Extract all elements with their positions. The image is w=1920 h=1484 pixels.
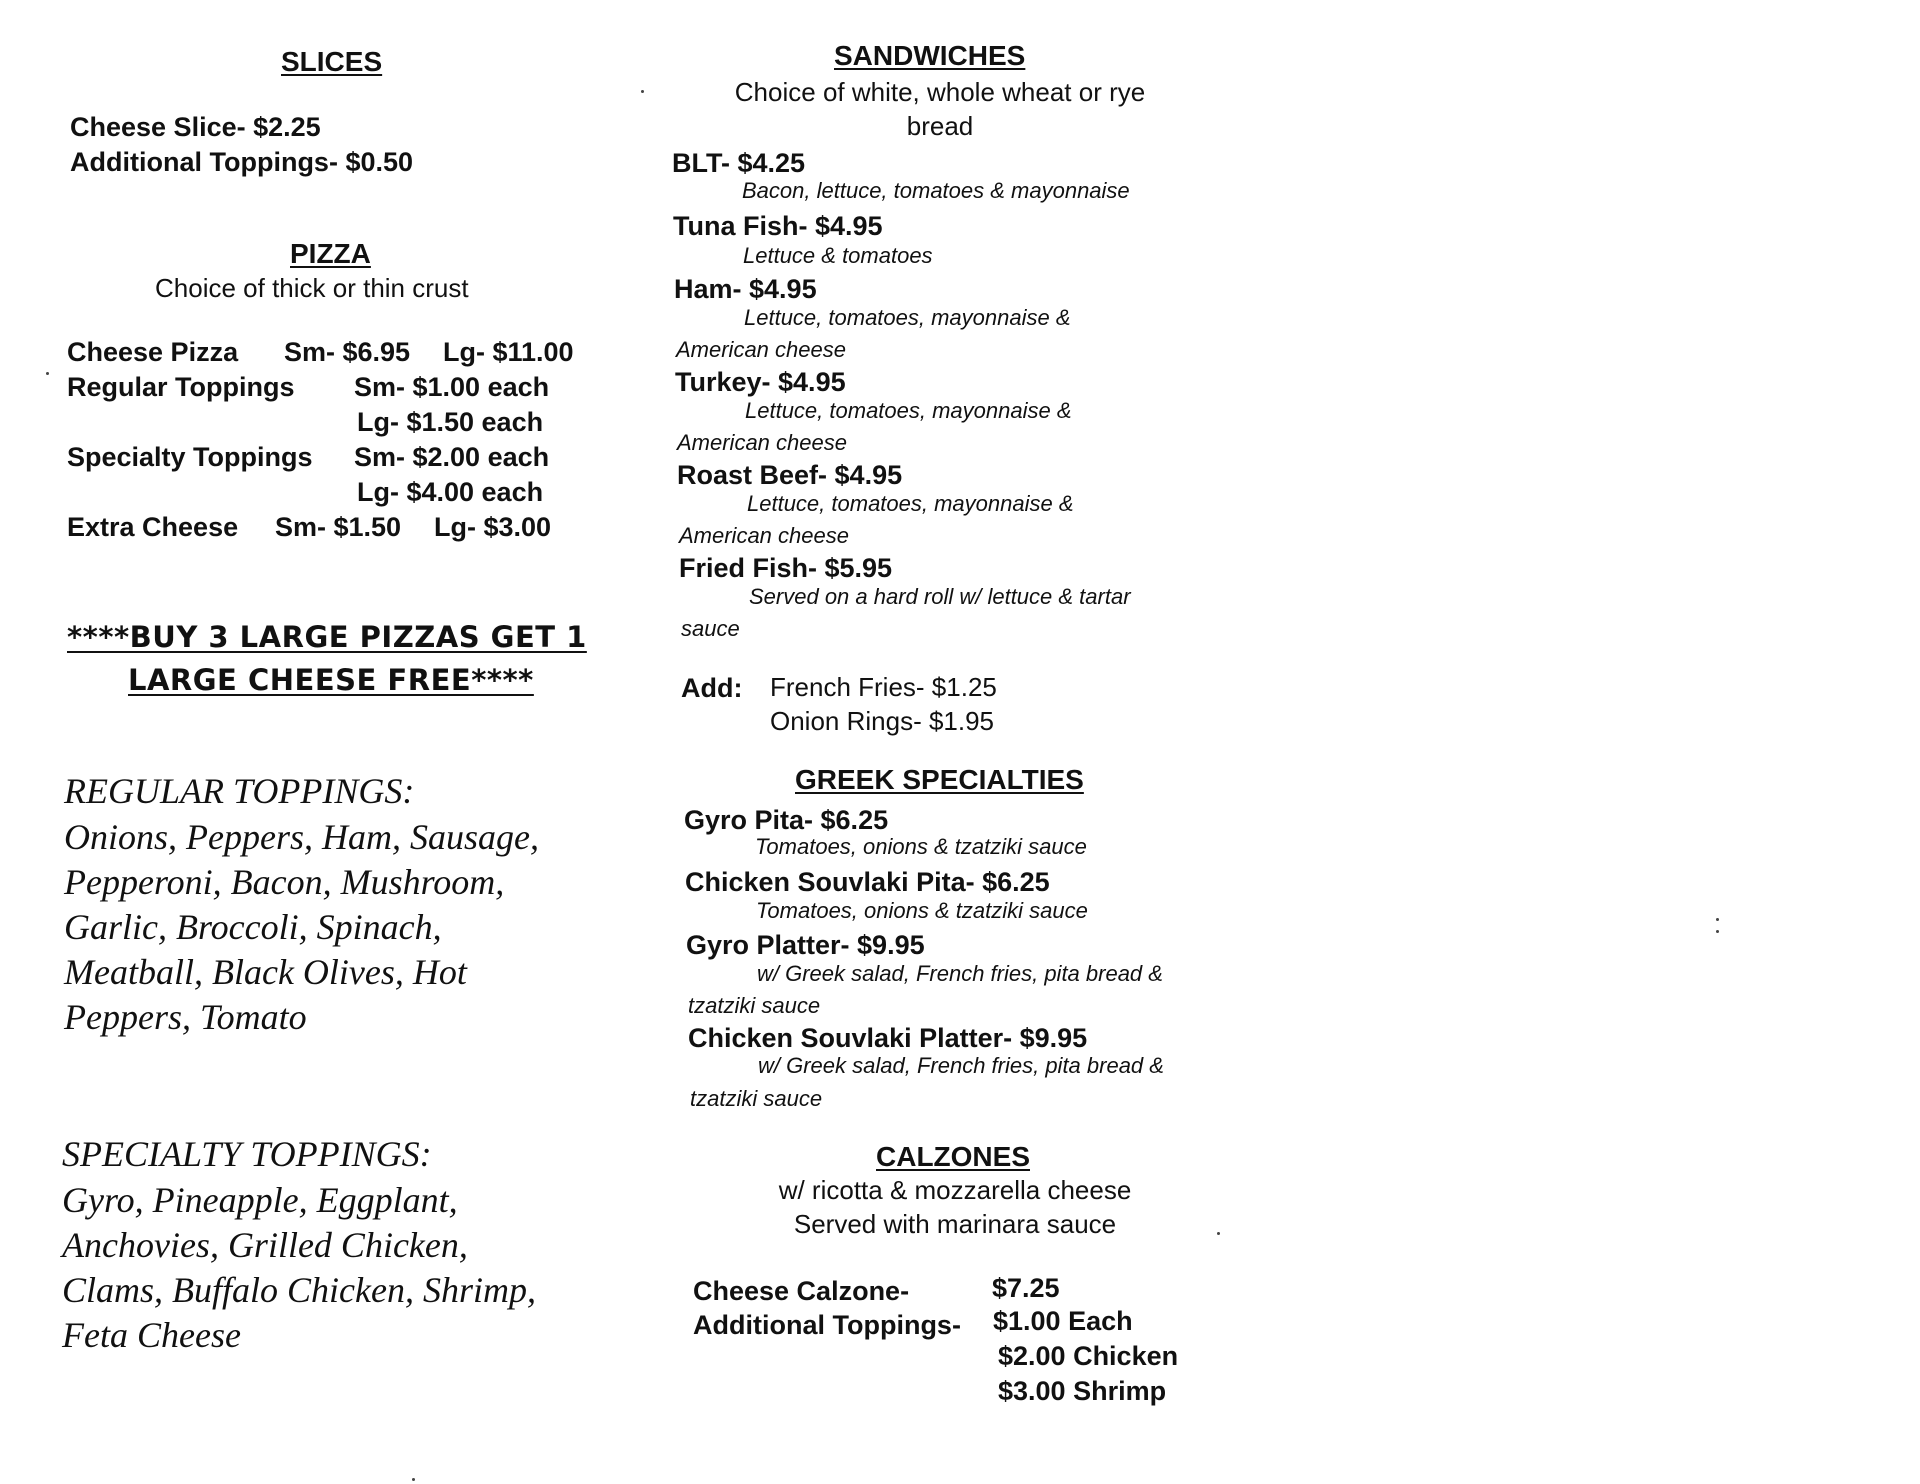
promo-line-2: LARGE CHEESE FREE**** bbox=[128, 663, 534, 697]
calzone-topping-price: $3.00 Shrimp bbox=[998, 1376, 1167, 1406]
greek-item-desc-cont: tzatziki sauce bbox=[688, 993, 821, 1018]
extra-cheese-label: Extra Cheese bbox=[67, 512, 239, 542]
scan-speck bbox=[641, 90, 644, 93]
scan-speck bbox=[412, 1478, 415, 1481]
greek-heading: GREEK SPECIALTIES bbox=[795, 764, 1084, 795]
greek-item-desc: Tomatoes, onions & tzatziki sauce bbox=[755, 834, 1087, 859]
greek-item-desc: Tomatoes, onions & tzatziki sauce bbox=[756, 898, 1088, 923]
cheese-pizza-label: Cheese Pizza bbox=[67, 337, 239, 367]
regular-topping-line: Meatball, Black Olives, Hot bbox=[64, 952, 467, 992]
extra-cheese-sm: Sm- $1.50 bbox=[275, 512, 402, 542]
scan-speck bbox=[1716, 918, 1719, 921]
add-label: Add: bbox=[681, 673, 743, 703]
greek-item-desc: w/ Greek salad, French fries, pita bread & bbox=[757, 961, 1163, 986]
slices-heading: SLICES bbox=[281, 46, 383, 77]
sandwich-item-name: Roast Beef- $4.95 bbox=[677, 460, 903, 490]
sandwiches-heading: SANDWICHES bbox=[834, 40, 1026, 71]
regular-toppings-label: Regular Toppings bbox=[67, 372, 295, 402]
sandwich-item-name: Tuna Fish- $4.95 bbox=[673, 211, 883, 241]
calzone-topping-price: $1.00 Each bbox=[993, 1306, 1133, 1336]
cheese-pizza-sm: Sm- $6.95 bbox=[284, 337, 411, 367]
greek-item-desc-cont: tzatziki sauce bbox=[690, 1086, 823, 1111]
specialty-toppings-label: Specialty Toppings bbox=[67, 442, 313, 472]
add-item: Onion Rings- $1.95 bbox=[770, 706, 995, 736]
cheese-pizza-lg: Lg- $11.00 bbox=[443, 337, 574, 367]
pizza-heading: PIZZA bbox=[290, 238, 371, 269]
specialty-topping-line: Clams, Buffalo Chicken, Shrimp, bbox=[62, 1270, 536, 1310]
specialty-toppings-lg: Lg- $4.00 each bbox=[357, 477, 544, 507]
scan-speck bbox=[1716, 930, 1719, 933]
sandwich-item-name: Fried Fish- $5.95 bbox=[679, 553, 893, 583]
regular-toppings-title: REGULAR TOPPINGS: bbox=[64, 771, 415, 811]
calzones-subtitle-1: w/ ricotta & mozzarella cheese bbox=[778, 1175, 1132, 1205]
sandwich-item-desc-cont: American cheese bbox=[679, 523, 849, 548]
greek-item-name: Gyro Pita- $6.25 bbox=[684, 805, 889, 835]
greek-item-name: Chicken Souvlaki Pita- $6.25 bbox=[685, 867, 1050, 897]
regular-toppings-sm: Sm- $1.00 each bbox=[354, 372, 550, 402]
greek-item-name: Chicken Souvlaki Platter- $9.95 bbox=[688, 1023, 1088, 1053]
sandwich-item-name: Turkey- $4.95 bbox=[675, 367, 846, 397]
specialty-toppings-title: SPECIALTY TOPPINGS: bbox=[62, 1134, 432, 1174]
specialty-topping-line: Feta Cheese bbox=[62, 1315, 241, 1355]
sandwiches-subtitle-1: Choice of white, whole wheat or rye bbox=[734, 77, 1146, 107]
sandwich-item-desc: Lettuce & tomatoes bbox=[743, 243, 933, 268]
sandwich-item-desc: Lettuce, tomatoes, mayonnaise & bbox=[744, 305, 1071, 330]
scan-speck bbox=[46, 372, 49, 375]
pizza-subtitle: Choice of thick or thin crust bbox=[155, 273, 469, 303]
cheese-calzone-label: Cheese Calzone- bbox=[693, 1276, 910, 1306]
calzone-toppings-label: Additional Toppings- bbox=[693, 1310, 961, 1340]
regular-topping-line: Peppers, Tomato bbox=[64, 997, 307, 1037]
greek-item-name: Gyro Platter- $9.95 bbox=[686, 930, 925, 960]
sandwich-item-desc: Served on a hard roll w/ lettuce & tartar bbox=[749, 584, 1131, 609]
greek-item-desc: w/ Greek salad, French fries, pita bread & bbox=[758, 1053, 1164, 1078]
add-item: French Fries- $1.25 bbox=[770, 672, 997, 702]
sandwich-item-desc-cont: sauce bbox=[681, 616, 740, 641]
cheese-slice-price: Cheese Slice- $2.25 bbox=[70, 112, 321, 142]
calzones-subtitle-2: Served with marinara sauce bbox=[793, 1209, 1117, 1239]
sandwich-item-desc-cont: American cheese bbox=[677, 430, 847, 455]
sandwich-item-desc: Bacon, lettuce, tomatoes & mayonnaise bbox=[742, 178, 1130, 203]
sandwich-item-desc: Lettuce, tomatoes, mayonnaise & bbox=[745, 398, 1072, 423]
promo-line-1: ****BUY 3 LARGE PIZZAS GET 1 bbox=[67, 620, 587, 654]
calzone-topping-price: $2.00 Chicken bbox=[998, 1341, 1179, 1371]
sandwich-item-desc: Lettuce, tomatoes, mayonnaise & bbox=[747, 491, 1074, 516]
regular-topping-line: Pepperoni, Bacon, Mushroom, bbox=[64, 862, 505, 902]
extra-cheese-lg: Lg- $3.00 bbox=[434, 512, 552, 542]
specialty-topping-line: Gyro, Pineapple, Eggplant, bbox=[62, 1180, 458, 1220]
regular-toppings-lg: Lg- $1.50 each bbox=[357, 407, 544, 437]
sandwiches-subtitle-2: bread bbox=[906, 111, 974, 141]
regular-topping-line: Onions, Peppers, Ham, Sausage, bbox=[64, 817, 539, 857]
regular-topping-line: Garlic, Broccoli, Spinach, bbox=[64, 907, 442, 947]
specialty-topping-line: Anchovies, Grilled Chicken, bbox=[62, 1225, 468, 1265]
sandwich-item-desc-cont: American cheese bbox=[676, 337, 846, 362]
calzones-heading: CALZONES bbox=[876, 1141, 1030, 1172]
slice-toppings-price: Additional Toppings- $0.50 bbox=[70, 147, 414, 177]
cheese-calzone-price: $7.25 bbox=[992, 1273, 1060, 1303]
specialty-toppings-sm: Sm- $2.00 each bbox=[354, 442, 550, 472]
scan-speck bbox=[1217, 1232, 1220, 1235]
sandwich-item-name: BLT- $4.25 bbox=[672, 148, 806, 178]
sandwich-item-name: Ham- $4.95 bbox=[674, 274, 817, 304]
